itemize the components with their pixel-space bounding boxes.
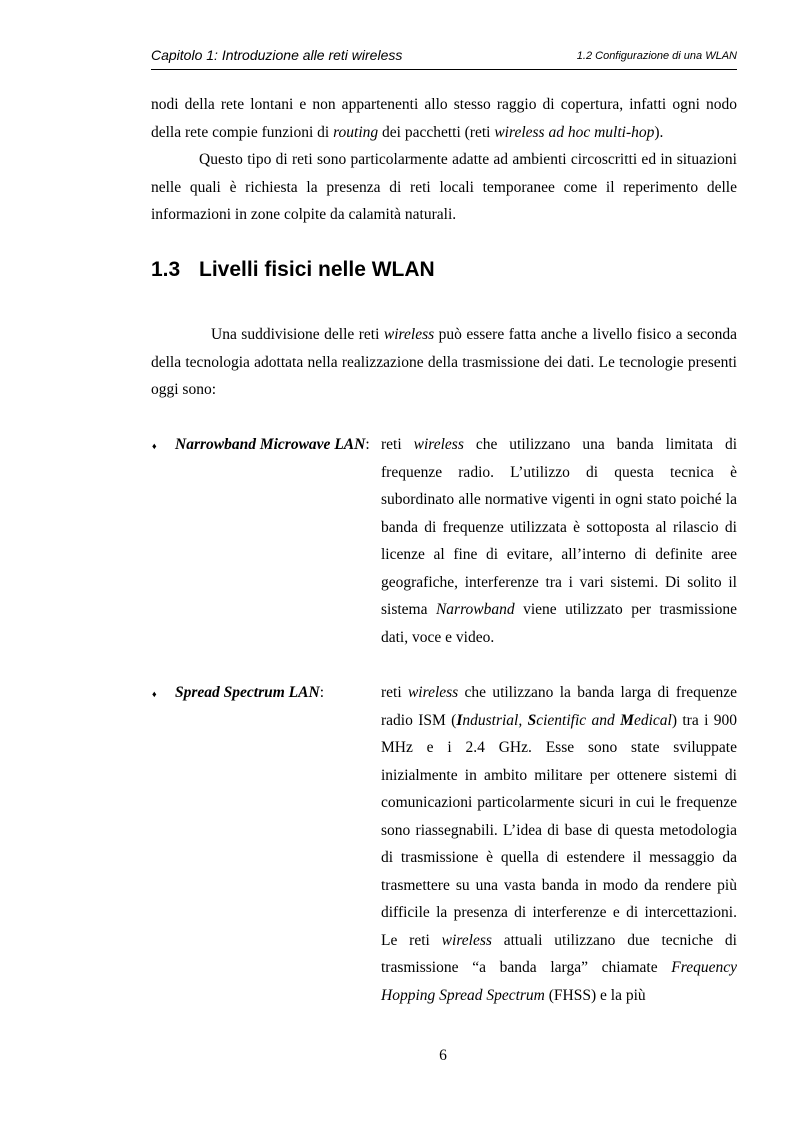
bullet-diamond-icon: ♦ — [152, 441, 157, 451]
header-rule — [151, 69, 737, 70]
term-narrowband: Narrowband Microwave LAN: — [175, 436, 370, 453]
running-header-section: 1.2 Configurazione di una WLAN — [576, 50, 737, 62]
section-paragraph: Una suddivisione delle reti wireless può essere fatta anche a livello fisico a seconda della tecnologia adottata nella realizzazione della trasmissione dei dati. Le tecnologie presenti oggi sono: — [151, 326, 737, 398]
description-narrowband: reti wireless che utilizzano una banda limitata di frequenze radio. L’utilizzo di questa tecnica è subordinato alle normative vigenti in ogni stato poiché la banda di frequenze utilizzata è sottoposta al rilascio di licenze al fine di evitare, all’interno di definite aree geografiche, interferenze tra i vari sistemi. Di solito il sistema Narrowband viene utilizzato per trasmissione dati, voce e video. — [381, 436, 738, 646]
section-title: Livelli fisici nelle WLAN — [199, 258, 435, 281]
page-number: 6 — [439, 1047, 447, 1064]
intro-paragraph-2: Questo tipo di reti sono particolarmente adatte ad ambienti circoscritti ed in situazioni nelle quali è richiesta la presenza di reti locali temporanee come il reperimento delle informazioni in zone colpite da calamità naturali. — [151, 151, 737, 223]
section-heading — [151, 258, 435, 282]
description-spread-spectrum: reti wireless che utilizzano la banda larga di frequenze radio ISM (Industrial, Scientific and Medical) tra i 900 MHz e i 2.4 GHz. Esse sono state sviluppate inizialmente in ambito militare per ottenere sistemi di comunicazioni particolarmente sicuri in cui le frequenze sono riassegnabili. L’idea di base di questa metodologia di trasmissione è quella di estendere il messaggio da trasmettere su una vasta banda in modo da rendere più difficile la presenza di interferenze e di intercettazioni. Le reti wireless attuali utilizzano due tecniche di trasmissione “a banda larga” chiamate Frequency Hopping Spread Spectrum (FHSS) e la più — [381, 684, 738, 1004]
section-number: 1.3 — [151, 258, 181, 281]
intro-paragraph-1: nodi della rete lontani e non appartenenti allo stesso raggio di copertura, infatti ogni nodo della rete compie funzioni di routing dei pacchetti (reti wireless ad hoc multi-hop). — [151, 96, 737, 141]
term-spread-spectrum: Spread Spectrum LAN: — [175, 684, 324, 701]
running-header-chapter: Capitolo 1: Introduzione alle reti wireless — [151, 47, 403, 63]
bullet-diamond-icon: ♦ — [152, 689, 157, 699]
